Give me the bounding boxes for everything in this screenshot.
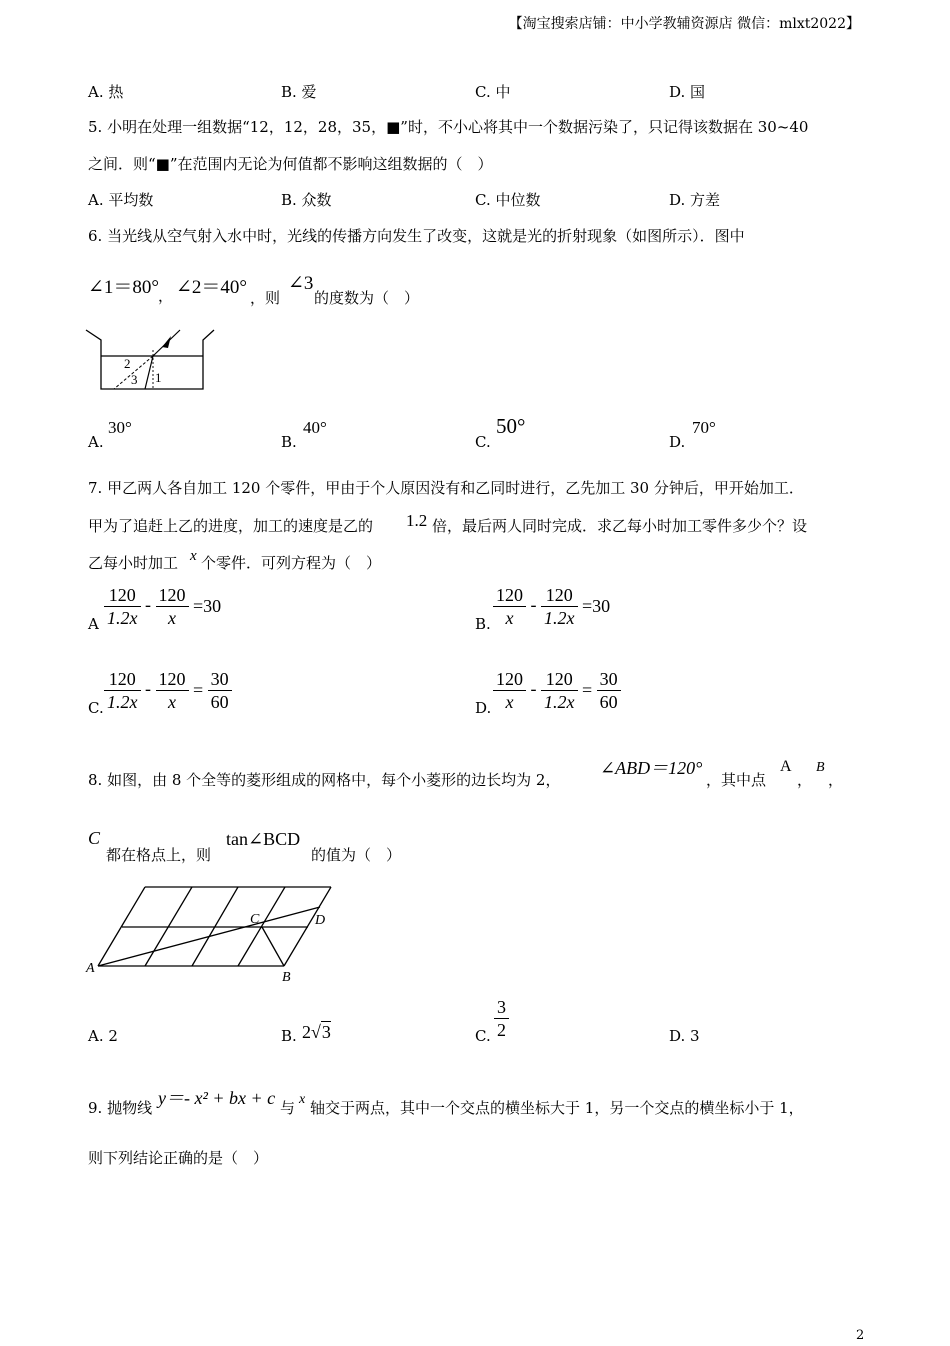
q8-stem-line2b: 的值为（ ） bbox=[311, 846, 402, 864]
q8-condition-angle: ∠ABD＝120° bbox=[600, 758, 703, 778]
q4-option-a: A. 热 bbox=[88, 83, 124, 101]
q5-option-b: B. 众数 bbox=[281, 191, 332, 209]
q6-comma: ， bbox=[158, 287, 174, 305]
q8-option-c-value bbox=[494, 996, 509, 1041]
q7-stem-line2c: 倍，最后两人同时完成．求乙每小时加工零件多少个？设 bbox=[432, 517, 808, 535]
q7-c-rhs-num: 30 bbox=[208, 668, 232, 691]
q7-c-num2: 120 bbox=[156, 668, 189, 691]
q6-stem-line1: 6. 当光线从空气射入水中时，光线的传播方向发生了改变，这就是光的折射现象（如图所示）．图中 bbox=[88, 227, 745, 245]
q6-option-d-value: 70° bbox=[692, 418, 716, 437]
q8-stem-line1b: ，其中点 bbox=[706, 771, 767, 789]
q7-stem-line3c: 个零件．可列方程为（ ） bbox=[201, 554, 382, 572]
q8-stem-line1a: 8. 如图，由 8 个全等的菱形组成的网格中，每个小菱形的边长均为 2， bbox=[88, 771, 561, 789]
q7-option-d-label: D. bbox=[475, 699, 492, 717]
q9-stem-line1a: 9. 抛物线 bbox=[88, 1099, 153, 1117]
q8-figure-label-c: C bbox=[250, 912, 260, 927]
q7-d-num1: 120 bbox=[493, 668, 526, 691]
q7-d-rhs-den: 60 bbox=[599, 692, 618, 712]
q8-figure-label-d: D bbox=[315, 913, 326, 928]
q9-stem-line1b: 与 bbox=[280, 1099, 296, 1117]
q8-option-b-value bbox=[302, 1022, 331, 1043]
q6-option-c-label: C. bbox=[475, 433, 491, 451]
q8-sep: ， bbox=[797, 771, 813, 789]
q7-b-den1: x bbox=[505, 608, 514, 628]
q5-option-d: D. 方差 bbox=[669, 191, 721, 209]
q6-option-b-value: 40° bbox=[303, 418, 327, 437]
q6-figure-label-1: 1 bbox=[155, 370, 162, 385]
q7-stem-line1: 7. 甲乙两人各自加工 120 个零件，甲由于个人原因没有和乙同时进行，乙先加工 30 分钟后，甲开始加工． bbox=[88, 479, 804, 497]
q7-d-den1: x bbox=[505, 692, 514, 712]
q9-stem-line1c: 轴交于两点，其中一个交点的横坐标大于 1，另一个交点的横坐标小于 1， bbox=[310, 1099, 804, 1117]
q8-point-b: B bbox=[816, 760, 825, 775]
q7-b-den2: 1.2x bbox=[544, 608, 575, 628]
q7-variable-x: x bbox=[190, 548, 197, 564]
q5-stem-line1: 5. 小明在处理一组数据“12，12，28，35，■”时，不小心将其中一个数据污染了，只记得该数据在 30~40 bbox=[88, 118, 809, 136]
q7-a-den1: 1.2x bbox=[107, 608, 138, 628]
q7-option-d-equation: $\frac{120}{x}$ - $\frac{120}{1.2x}$ = $\frac{30}{60}$ bbox=[493, 668, 621, 713]
q8-option-c-label: C. bbox=[475, 1027, 491, 1045]
q6-stem-tail: 的度数为（ ） bbox=[314, 289, 420, 307]
q9-x-variable: x bbox=[299, 1092, 306, 1107]
q6-option-a-label: A. bbox=[88, 433, 104, 451]
q7-option-c-label: C. bbox=[88, 699, 104, 717]
q7-d-den2: 1.2x bbox=[544, 692, 575, 712]
q7-rate-value: 1.2 bbox=[406, 511, 428, 530]
q9-parabola-equation: y＝- x² + bx + c bbox=[158, 1088, 276, 1108]
q4-option-b: B. 爱 bbox=[281, 83, 317, 101]
q4-option-c: C. 中 bbox=[475, 83, 511, 101]
q8-figure-label-a: A bbox=[86, 961, 95, 976]
q7-d-num2: 120 bbox=[541, 668, 578, 691]
q8-b-radicand: 3 bbox=[321, 1022, 331, 1042]
q7-b-num1: 120 bbox=[493, 584, 526, 607]
sqrt-icon: √ bbox=[311, 1022, 321, 1042]
q7-option-a-equation: $\frac{120}{1.2x}$ - $\frac{120}{x}$ =30 bbox=[104, 584, 221, 629]
q7-option-a-label: A bbox=[88, 615, 99, 633]
q7-option-b-equation: $\frac{120}{x}$ - $\frac{120}{1.2x}$ =30 bbox=[493, 584, 610, 629]
q7-c-num1: 120 bbox=[104, 668, 141, 691]
q8-figure-label-b: B bbox=[282, 970, 291, 985]
q7-a-num1: 120 bbox=[104, 584, 141, 607]
q5-stem-line2: 之间．则“■”在范围内无论为何值都不影响这组数据的（ ） bbox=[88, 155, 493, 173]
q7-a-den2: x bbox=[168, 608, 176, 628]
q8-option-d: D. 3 bbox=[669, 1027, 700, 1045]
q7-stem-line3a: 乙每小时加工 bbox=[88, 554, 179, 572]
page-header: 【淘宝搜索店铺：中小学教辅资源店 微信：mlxt2022】 bbox=[508, 16, 860, 32]
q8-option-a: A. 2 bbox=[88, 1027, 118, 1045]
q6-figure-label-2: 2 bbox=[124, 356, 131, 371]
q5-option-a: A. 平均数 bbox=[88, 191, 154, 209]
q9-stem-line2: 则下列结论正确的是（ ） bbox=[88, 1149, 269, 1167]
q6-condition-angle1: ∠1＝80° bbox=[88, 277, 160, 298]
q6-figure-label-3: 3 bbox=[131, 372, 138, 387]
q8-tan-expression: tan∠BCD bbox=[226, 829, 301, 849]
q6-condition-angle2: ∠2＝40° bbox=[176, 277, 248, 298]
q6-target-angle: ∠3 bbox=[288, 273, 314, 294]
q8-b-coef: 2 bbox=[302, 1022, 311, 1042]
q4-option-d: D. 国 bbox=[669, 83, 706, 101]
q6-refraction-figure bbox=[84, 326, 218, 394]
q7-c-den2: x bbox=[168, 692, 176, 712]
q6-then: ，则 bbox=[250, 289, 281, 307]
q7-option-c-equation: $\frac{120}{1.2x}$ - $\frac{120}{x}$ = $\frac{30}{60}$ bbox=[104, 668, 232, 713]
q8-option-b-label: B. bbox=[281, 1027, 297, 1045]
q8-stem-line2a: 都在格点上，则 bbox=[106, 846, 212, 864]
q7-d-rhs-num: 30 bbox=[597, 668, 621, 691]
q8-c-den: 2 bbox=[497, 1020, 506, 1040]
q8-c-num: 3 bbox=[494, 996, 509, 1019]
q6-option-c-value: 50° bbox=[496, 414, 526, 438]
page-number: 2 bbox=[856, 1328, 865, 1343]
q8-tail-comma: ， bbox=[828, 771, 844, 789]
q6-option-b-label: B. bbox=[281, 433, 297, 451]
q7-c-rhs-den: 60 bbox=[210, 692, 229, 712]
q8-point-c: C bbox=[88, 828, 101, 848]
q7-b-num2: 120 bbox=[541, 584, 578, 607]
q8-rhombus-grid-figure bbox=[84, 880, 342, 988]
q7-b-rhs: =30 bbox=[582, 596, 611, 616]
q7-a-num2: 120 bbox=[156, 584, 189, 607]
q7-c-den1: 1.2x bbox=[107, 692, 138, 712]
q6-option-d-label: D. bbox=[669, 433, 686, 451]
q6-option-a-value: 30° bbox=[108, 418, 132, 437]
q7-stem-line2a: 甲为了追赶上乙的进度，加工的速度是乙的 bbox=[88, 517, 374, 535]
q8-point-a: A bbox=[780, 758, 792, 775]
q7-option-b-label: B. bbox=[475, 615, 491, 633]
q5-option-c: C. 中位数 bbox=[475, 191, 541, 209]
q7-a-rhs: =30 bbox=[193, 596, 222, 616]
